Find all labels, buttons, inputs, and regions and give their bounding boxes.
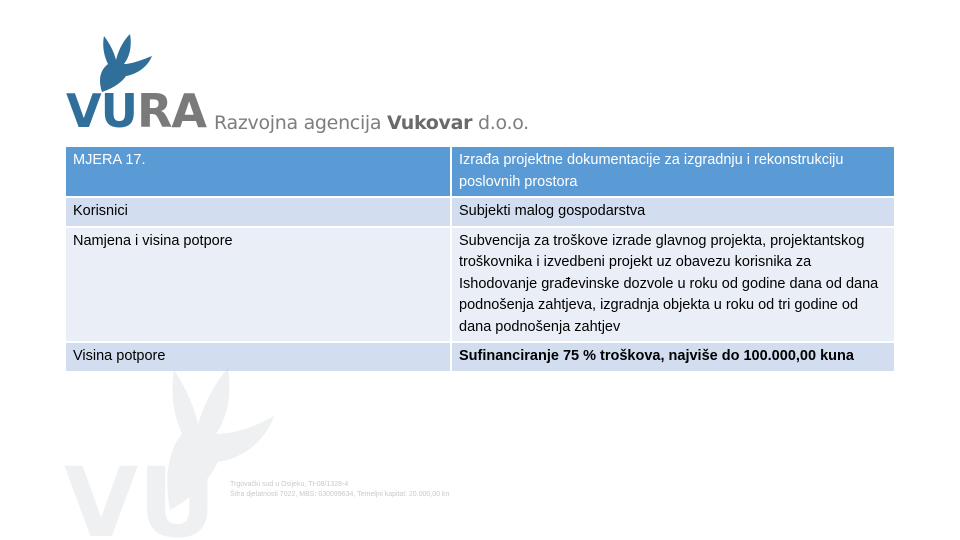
- table-row: [66, 198, 894, 226]
- footer-line-2: Šifra djelatnosti 7022, MBS: 030099634, Temeljni kapital: 20.000,00 kn: [230, 491, 450, 498]
- footer-line-1: Trgovački sud u Osijeku, Tt-08/1328-4: [230, 481, 349, 488]
- watermark-logo: [60, 360, 480, 540]
- company-registration-info: [230, 480, 449, 500]
- row-value: Izrađa projektne dokumentacije za izgradnju i rekonstrukciju poslovnih prostora: [452, 147, 894, 196]
- row-value: Sufinanciranje 75 % troškova, najviše do 100.000,00 kuna: [452, 343, 894, 371]
- tagline-suffix: d.o.o.: [472, 112, 529, 134]
- row-label: Korisnici: [66, 198, 450, 226]
- measure-table: [66, 145, 894, 373]
- logo-wordmark-ra: RA: [136, 84, 206, 138]
- tagline-bold: Vukovar: [387, 112, 473, 134]
- table-row-header: [66, 147, 894, 196]
- logo-wordmark: [66, 84, 206, 138]
- logo-wordmark-u: U: [100, 84, 137, 138]
- logo-tagline: [214, 112, 529, 134]
- row-value: Subjekti malog gospodarstva: [452, 198, 894, 226]
- table-row: [66, 228, 894, 342]
- row-value: Subvencija za troškove izrade glavnog projekta, projektantskog troškovnika i izvedbeni projekt uz obavezu korisnika za Ishodovanje građevinske dozvole u roku od godine dana od dana podnošenja zahtjeva, izgradnja objekta u roku od tri godine od dana podnošenja zahtjev: [452, 228, 894, 342]
- row-label: Visina potpore: [66, 343, 450, 371]
- tagline-prefix: Razvojna agencija: [214, 112, 387, 134]
- company-logo: [64, 30, 529, 140]
- svg-text:VU: VU: [64, 447, 217, 540]
- logo-wordmark-v: V: [66, 84, 101, 138]
- row-label: MJERA 17.: [66, 147, 450, 196]
- row-label: Namjena i visina potpore: [66, 228, 450, 342]
